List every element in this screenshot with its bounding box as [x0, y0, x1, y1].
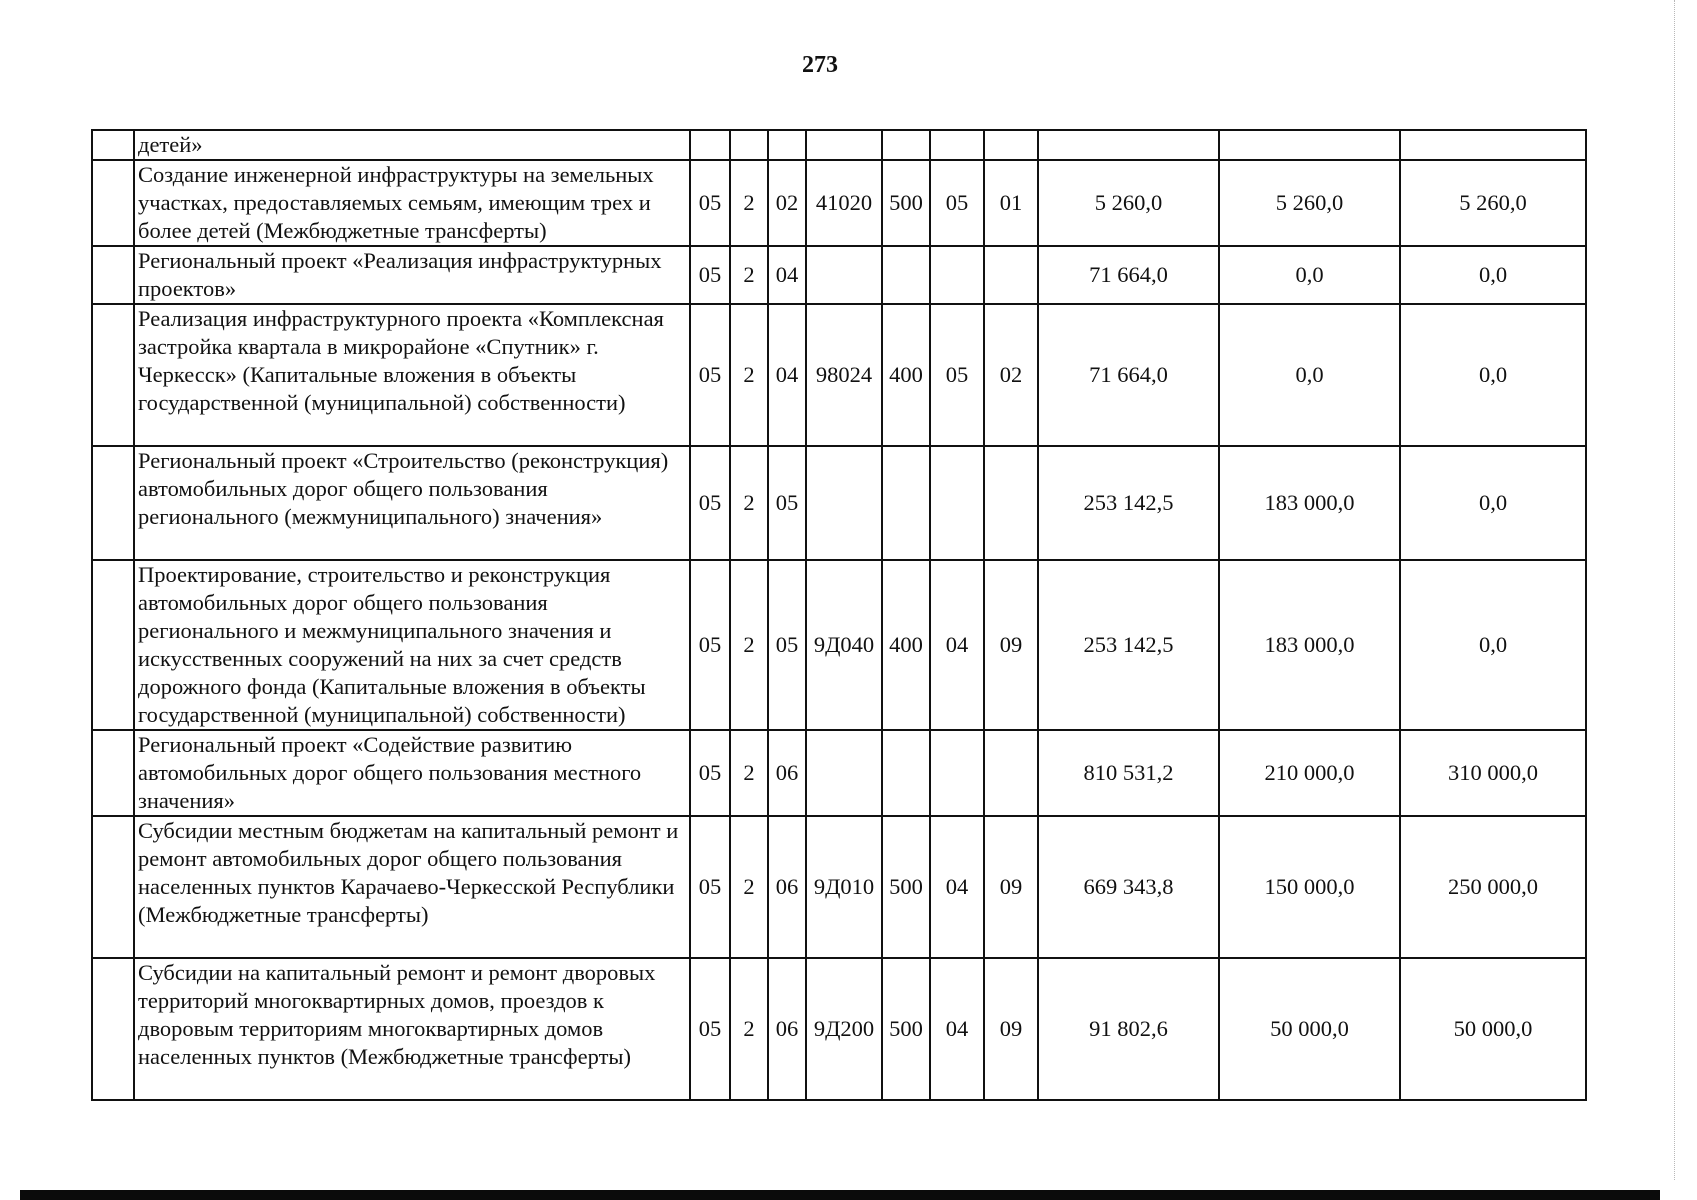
marker-cell	[92, 816, 134, 958]
table-row	[92, 130, 1586, 160]
table-row	[92, 730, 1586, 816]
item-name: Региональный проект «Реализация инфраструктурных проектов»	[134, 246, 690, 304]
amount-cell: 183 000,0	[1219, 446, 1400, 560]
code-cell: 05	[690, 446, 730, 560]
code-cell	[984, 446, 1038, 560]
code-cell: 500	[882, 160, 930, 246]
code-cell: 2	[730, 816, 768, 958]
code-cell: 04	[768, 304, 806, 446]
budget-table	[91, 129, 1587, 1101]
table-row	[92, 304, 1586, 446]
code-cell: 09	[984, 816, 1038, 958]
code-cell: 2	[730, 304, 768, 446]
code-cell	[882, 730, 930, 816]
amount-cell	[1038, 130, 1219, 160]
code-cell: 2	[730, 958, 768, 1100]
code-cell	[882, 130, 930, 160]
item-name: детей»	[134, 130, 690, 160]
code-cell: 9Д040	[806, 560, 882, 730]
marker-cell	[92, 160, 134, 246]
code-cell: 05	[690, 560, 730, 730]
code-cell: 04	[930, 560, 984, 730]
marker-cell	[92, 304, 134, 446]
code-cell: 2	[730, 730, 768, 816]
code-cell: 04	[930, 816, 984, 958]
amount-cell: 669 343,8	[1038, 816, 1219, 958]
amount-cell	[1400, 130, 1586, 160]
code-cell: 05	[690, 246, 730, 304]
code-cell: 05	[768, 560, 806, 730]
item-name: Создание инженерной инфраструктуры на земельных участках, предоставляемых семьям, имеющим трех и более детей (Межбюджетные трансферты)	[134, 160, 690, 246]
table-row	[92, 246, 1586, 304]
table-row	[92, 560, 1586, 730]
code-cell: 500	[882, 816, 930, 958]
code-cell: 05	[690, 304, 730, 446]
code-cell: 2	[730, 246, 768, 304]
amount-cell: 150 000,0	[1219, 816, 1400, 958]
code-cell	[930, 446, 984, 560]
code-cell: 400	[882, 304, 930, 446]
code-cell: 2	[730, 446, 768, 560]
code-cell	[730, 130, 768, 160]
code-cell: 09	[984, 560, 1038, 730]
code-cell: 400	[882, 560, 930, 730]
code-cell: 41020	[806, 160, 882, 246]
amount-cell: 250 000,0	[1400, 816, 1586, 958]
amount-cell: 0,0	[1219, 246, 1400, 304]
code-cell	[930, 130, 984, 160]
code-cell	[806, 246, 882, 304]
code-cell	[984, 246, 1038, 304]
item-name: Реализация инфраструктурного проекта «Комплексная застройка квартала в микрорайоне «Спутник» г. Черкесск» (Капитальные вложения в объекты государственной (муниципальной) собственности)	[134, 304, 690, 446]
amount-cell: 0,0	[1400, 246, 1586, 304]
marker-cell	[92, 560, 134, 730]
code-cell: 02	[984, 304, 1038, 446]
code-cell	[930, 246, 984, 304]
amount-cell: 0,0	[1400, 560, 1586, 730]
code-cell: 06	[768, 730, 806, 816]
marker-cell	[92, 246, 134, 304]
code-cell	[882, 446, 930, 560]
code-cell	[984, 730, 1038, 816]
code-cell: 05	[768, 446, 806, 560]
code-cell: 02	[768, 160, 806, 246]
table-row	[92, 816, 1586, 958]
table-row	[92, 160, 1586, 246]
item-name: Субсидии на капитальный ремонт и ремонт дворовых территорий многоквартирных домов, проездов к дворовым территориям многоквартирных домов населенных пунктов (Межбюджетные трансферты)	[134, 958, 690, 1100]
code-cell: 01	[984, 160, 1038, 246]
amount-cell: 810 531,2	[1038, 730, 1219, 816]
scan-edge-line	[1674, 0, 1675, 1180]
amount-cell: 5 260,0	[1400, 160, 1586, 246]
code-cell	[768, 130, 806, 160]
amount-cell: 0,0	[1400, 446, 1586, 560]
table-row	[92, 958, 1586, 1100]
amount-cell: 71 664,0	[1038, 246, 1219, 304]
amount-cell: 50 000,0	[1400, 958, 1586, 1100]
code-cell: 05	[690, 730, 730, 816]
code-cell: 2	[730, 160, 768, 246]
amount-cell: 210 000,0	[1219, 730, 1400, 816]
amount-cell: 310 000,0	[1400, 730, 1586, 816]
code-cell: 2	[730, 560, 768, 730]
page-number: 273	[802, 52, 838, 78]
code-cell	[930, 730, 984, 816]
amount-cell: 183 000,0	[1219, 560, 1400, 730]
table-row	[92, 446, 1586, 560]
marker-cell	[92, 730, 134, 816]
amount-cell: 0,0	[1219, 304, 1400, 446]
code-cell: 06	[768, 958, 806, 1100]
code-cell: 04	[930, 958, 984, 1100]
code-cell: 05	[690, 160, 730, 246]
code-cell: 9Д010	[806, 816, 882, 958]
code-cell: 05	[930, 304, 984, 446]
code-cell	[984, 130, 1038, 160]
code-cell: 05	[690, 958, 730, 1100]
item-name: Проектирование, строительство и реконструкция автомобильных дорог общего пользования регионального и межмуниципального значения и искусственных сооружений на них за счет средств дорожного фонда (Капитальные вложения в объекты государственной (муниципальной) собственности)	[134, 560, 690, 730]
code-cell: 05	[690, 816, 730, 958]
code-cell: 500	[882, 958, 930, 1100]
code-cell: 09	[984, 958, 1038, 1100]
code-cell: 98024	[806, 304, 882, 446]
item-name: Субсидии местным бюджетам на капитальный ремонт и ремонт автомобильных дорог общего пользования населенных пунктов Карачаево-Черкесской Республики (Межбюджетные трансферты)	[134, 816, 690, 958]
scan-bottom-bar	[20, 1190, 1660, 1200]
code-cell	[806, 730, 882, 816]
code-cell	[806, 130, 882, 160]
table-body	[92, 130, 1586, 1100]
code-cell: 06	[768, 816, 806, 958]
marker-cell	[92, 446, 134, 560]
amount-cell	[1219, 130, 1400, 160]
amount-cell: 91 802,6	[1038, 958, 1219, 1100]
code-cell	[882, 246, 930, 304]
amount-cell: 253 142,5	[1038, 446, 1219, 560]
marker-cell	[92, 130, 134, 160]
code-cell: 04	[768, 246, 806, 304]
item-name: Региональный проект «Содействие развитию автомобильных дорог общего пользования местного значения»	[134, 730, 690, 816]
item-name: Региональный проект «Строительство (реконструкция) автомобильных дорог общего пользования регионального (межмуниципального) значения»	[134, 446, 690, 560]
amount-cell: 50 000,0	[1219, 958, 1400, 1100]
code-cell	[806, 446, 882, 560]
amount-cell: 71 664,0	[1038, 304, 1219, 446]
amount-cell: 5 260,0	[1219, 160, 1400, 246]
code-cell	[690, 130, 730, 160]
amount-cell: 5 260,0	[1038, 160, 1219, 246]
code-cell: 05	[930, 160, 984, 246]
amount-cell: 0,0	[1400, 304, 1586, 446]
marker-cell	[92, 958, 134, 1100]
code-cell: 9Д200	[806, 958, 882, 1100]
amount-cell: 253 142,5	[1038, 560, 1219, 730]
